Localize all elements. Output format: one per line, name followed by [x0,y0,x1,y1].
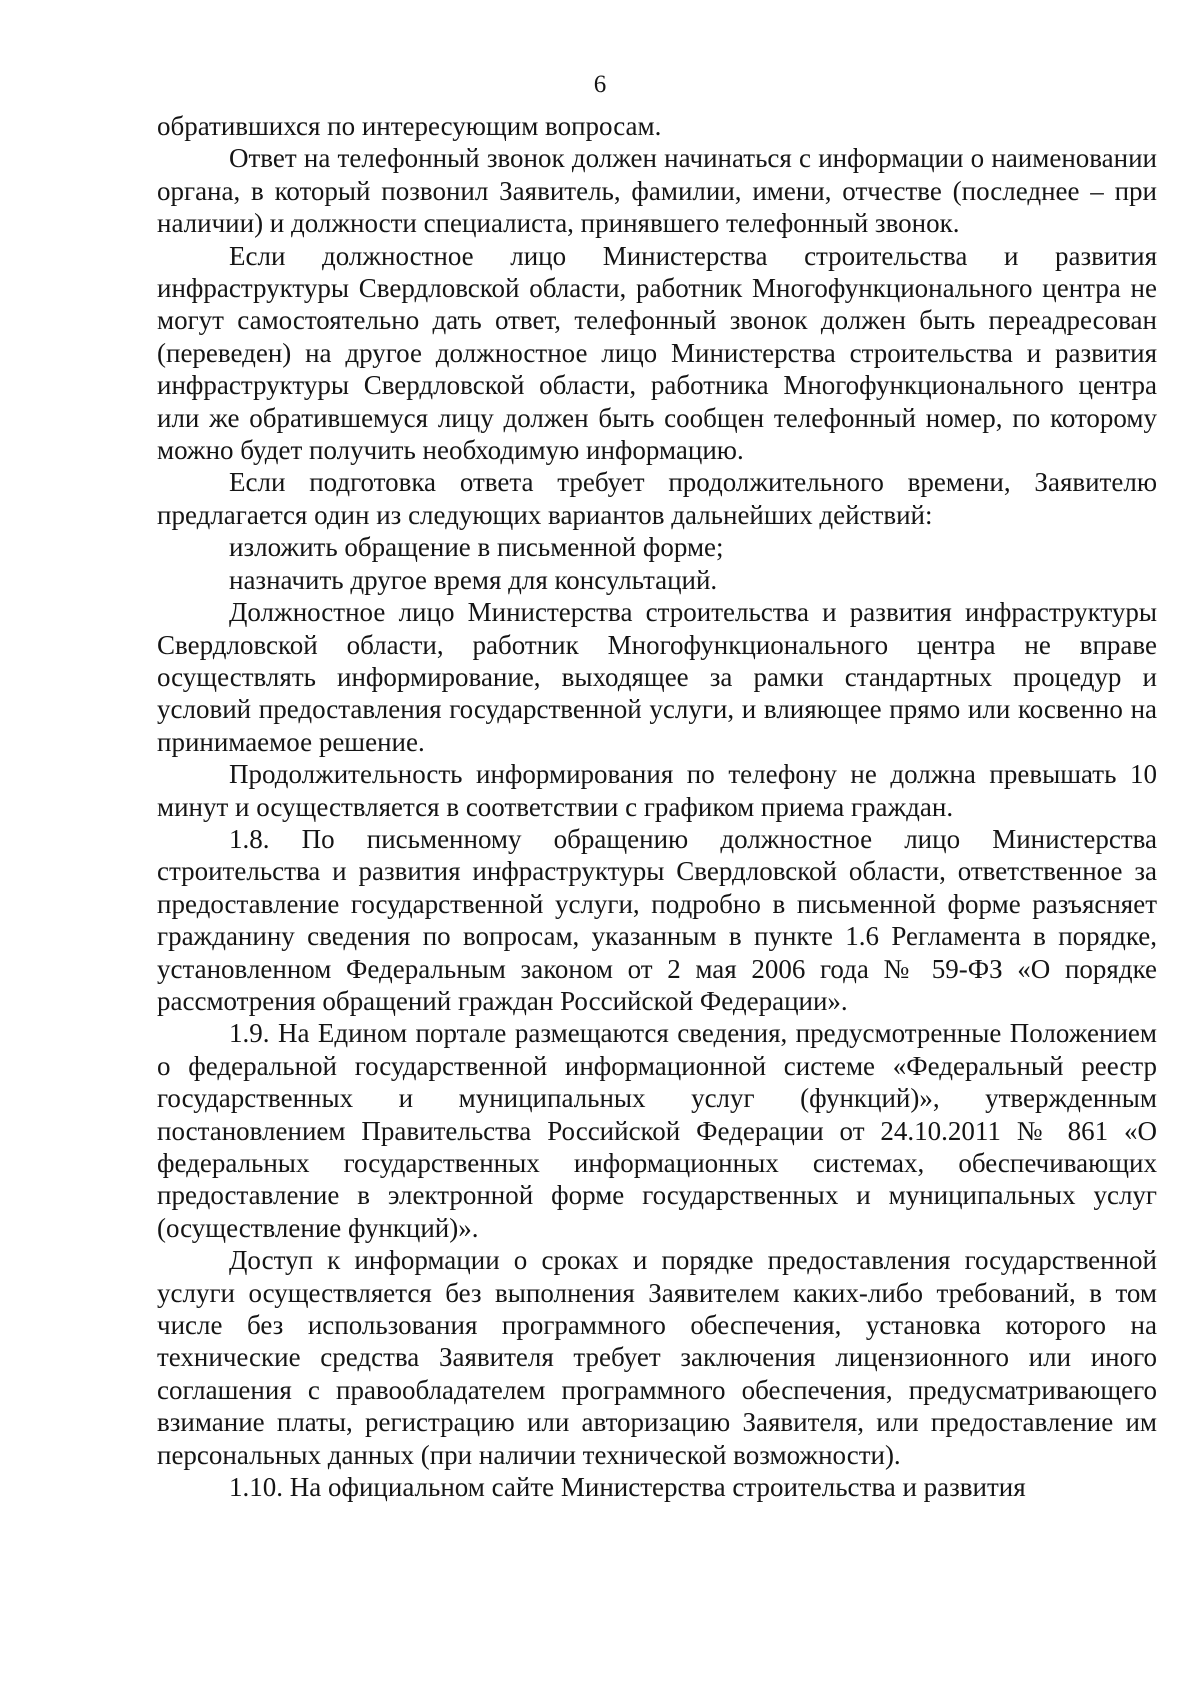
document-body [157,110,1157,1503]
paragraph-section-1-8: 1.8. По письменному обращению должностное лицо Министерства строительства и развития инфраструктуры Свердловской области, ответственное за предоставление государственной услуги, подробно в письменной форме разъясняет гражданину сведения по вопросам, указанным в пункте 1.6 Регламента в порядке, установленном Федеральным законом от 2 мая 2006 года № 59-ФЗ «О порядке рассмотрения обращений граждан Российской Федерации». [157,823,1157,1016]
paragraph-call-redirect: Если должностное лицо Министерства строительства и развития инфраструктуры Свердловской области, работник Многофункционального центра не могут самостоятельно дать ответ, телефонный звонок должен быть переадресован (переведен) на другое должностное лицо Министерства строительства и развития инфраструктуры Свердловской области, работника Многофункционального центра или же обратившемуся лицу должен быть сообщен телефонный номер, по которому можно будет получить необходимую информацию. [157,240,1157,466]
paragraph-phone-duration: Продолжительность информирования по телефону не должна превышать 10 минут и осуществляется в соответствии с графиком приема граждан. [157,759,1157,822]
paragraph-continuation: обратившихся по интересующим вопросам. [157,111,662,141]
paragraph-section-1-10: 1.10. На официальном сайте Министерства строительства и развития [229,1472,1026,1503]
paragraph-information-access: Доступ к информации о сроках и порядке предоставления государственной услуги осуществляется без выполнения Заявителем каких-либо требований, в том числе без использования программного обеспечения, установка которого на технические средства Заявителя требует заключения лицензионного или иного соглашения с правообладателем программного обеспечения, предусматривающего взимание платы, регистрацию или авторизацию Заявителя, или предоставление им персональных данных (при наличии технической возможности). [157,1245,1157,1470]
paragraph-phone-answer: Ответ на телефонный звонок должен начинаться с информации о наименовании органа, в который позвонил Заявитель, фамилии, имени, отчестве (последнее – при наличии) и должности специалиста, принявшего телефонный звонок. [157,143,1157,239]
list-item-other-time: назначить другое время для консультаций. [229,564,718,595]
paragraph-informing-limits: Должностное лицо Министерства строительства и развития инфраструктуры Свердловской области, работник Многофункционального центра не вправе осуществлять информирование, выходящее за рамки стандартных процедур и условий предоставления государственной услуги, и влияющее прямо или косвенно на принимаемое решение. [157,597,1157,757]
paragraph-section-1-9: 1.9. На Едином портале размещаются сведения, предусмотренные Положением о федеральной государственной информационной системе «Федеральный реестр государственных и муниципальных услуг (функций)», утвержденным постановлением Правительства Российской Федерации от 24.10.2011 № 861 «О федеральных государственных информационных системах, обеспечивающих предоставление в электронной форме государственных и муниципальных услуг (осуществление функций)». [157,1018,1157,1243]
list-item-written-form: изложить обращение в письменной форме; [229,532,724,563]
paragraph-long-answer: Если подготовка ответа требует продолжительного времени, Заявителю предлагается один из следующих вариантов дальнейших действий: [157,467,1157,530]
page-number: 6 [593,71,607,98]
